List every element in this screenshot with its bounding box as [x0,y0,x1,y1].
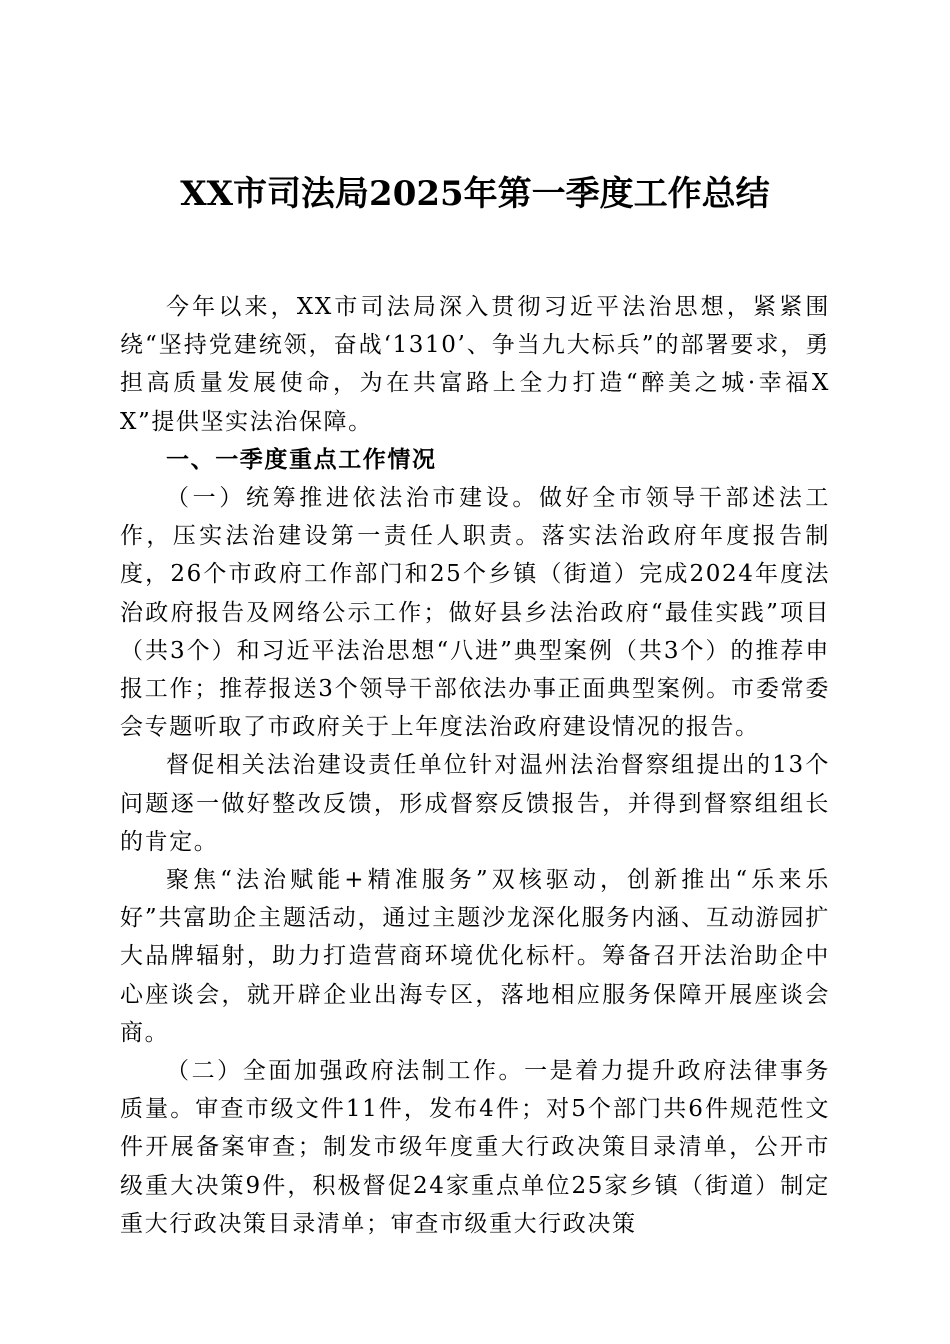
paragraph-3: 聚焦“法治赋能+精准服务”双核驱动，创新推出“乐来乐好”共富助企主题活动，通过主题沙龙深化服务内涵、互动游园扩大品牌辐射，助力打造营商环境优化标杆。筹备召开法治助企中心座谈会，就开辟企业出海专区，落地相应服务保障开展座谈会商。 [120,867,830,1046]
paragraph-2: 督促相关法治建设责任单位针对温州法治督察组提出的13个问题逐一做好整改反馈，形成督察反馈报告，并得到督察组组长的肯定。 [120,752,830,855]
document-body [120,288,830,1243]
section-heading: 一、一季度重点工作情况 [166,446,437,473]
item-2-lead: （二）全面加强政府法制工作。 [166,1058,525,1085]
item-1-lead: （一）统筹推进依法治市建设。 [166,485,539,512]
item-1-paragraph [120,479,830,746]
item-2-body: 一是着力提升政府法律事务质量。审查市级文件11件，发布4件；对5个部门共6件规范性文件开展备案审查；制发市级年度重大行政决策目录清单，公开市级重大决策9件，积极督促24家重点单位25家乡镇（街道）制定重大行政决策目录清单；审查市级重大行政决策 [120,1058,830,1237]
item-2-paragraph [120,1052,830,1243]
intro-paragraph: 今年以来，XX市司法局深入贯彻习近平法治思想，紧紧围绕“坚持党建统领，奋战‘1310’、争当九大标兵”的部署要求，勇担高质量发展使命，为在共富路上全力打造“醉美之城·幸福XX”提供坚实法治保障。 [120,294,830,435]
document-title: XX市司法局2025年第一季度工作总结 [180,174,770,214]
item-1-body: 做好全市领导干部述法工作，压实法治建设第一责任人职责。落实法治政府年度报告制度，26个市政府工作部门和25个乡镇（街道）完成2024年度法治政府报告及网络公示工作；做好县乡法治政府“最佳实践”项目（共3个）和习近平法治思想“八进”典型案例（共3个）的推荐申报工作；推荐报送3个领导干部依法办事正面典型案例。市委常委会专题听取了市政府关于上年度法治政府建设情况的报告。 [120,485,830,741]
